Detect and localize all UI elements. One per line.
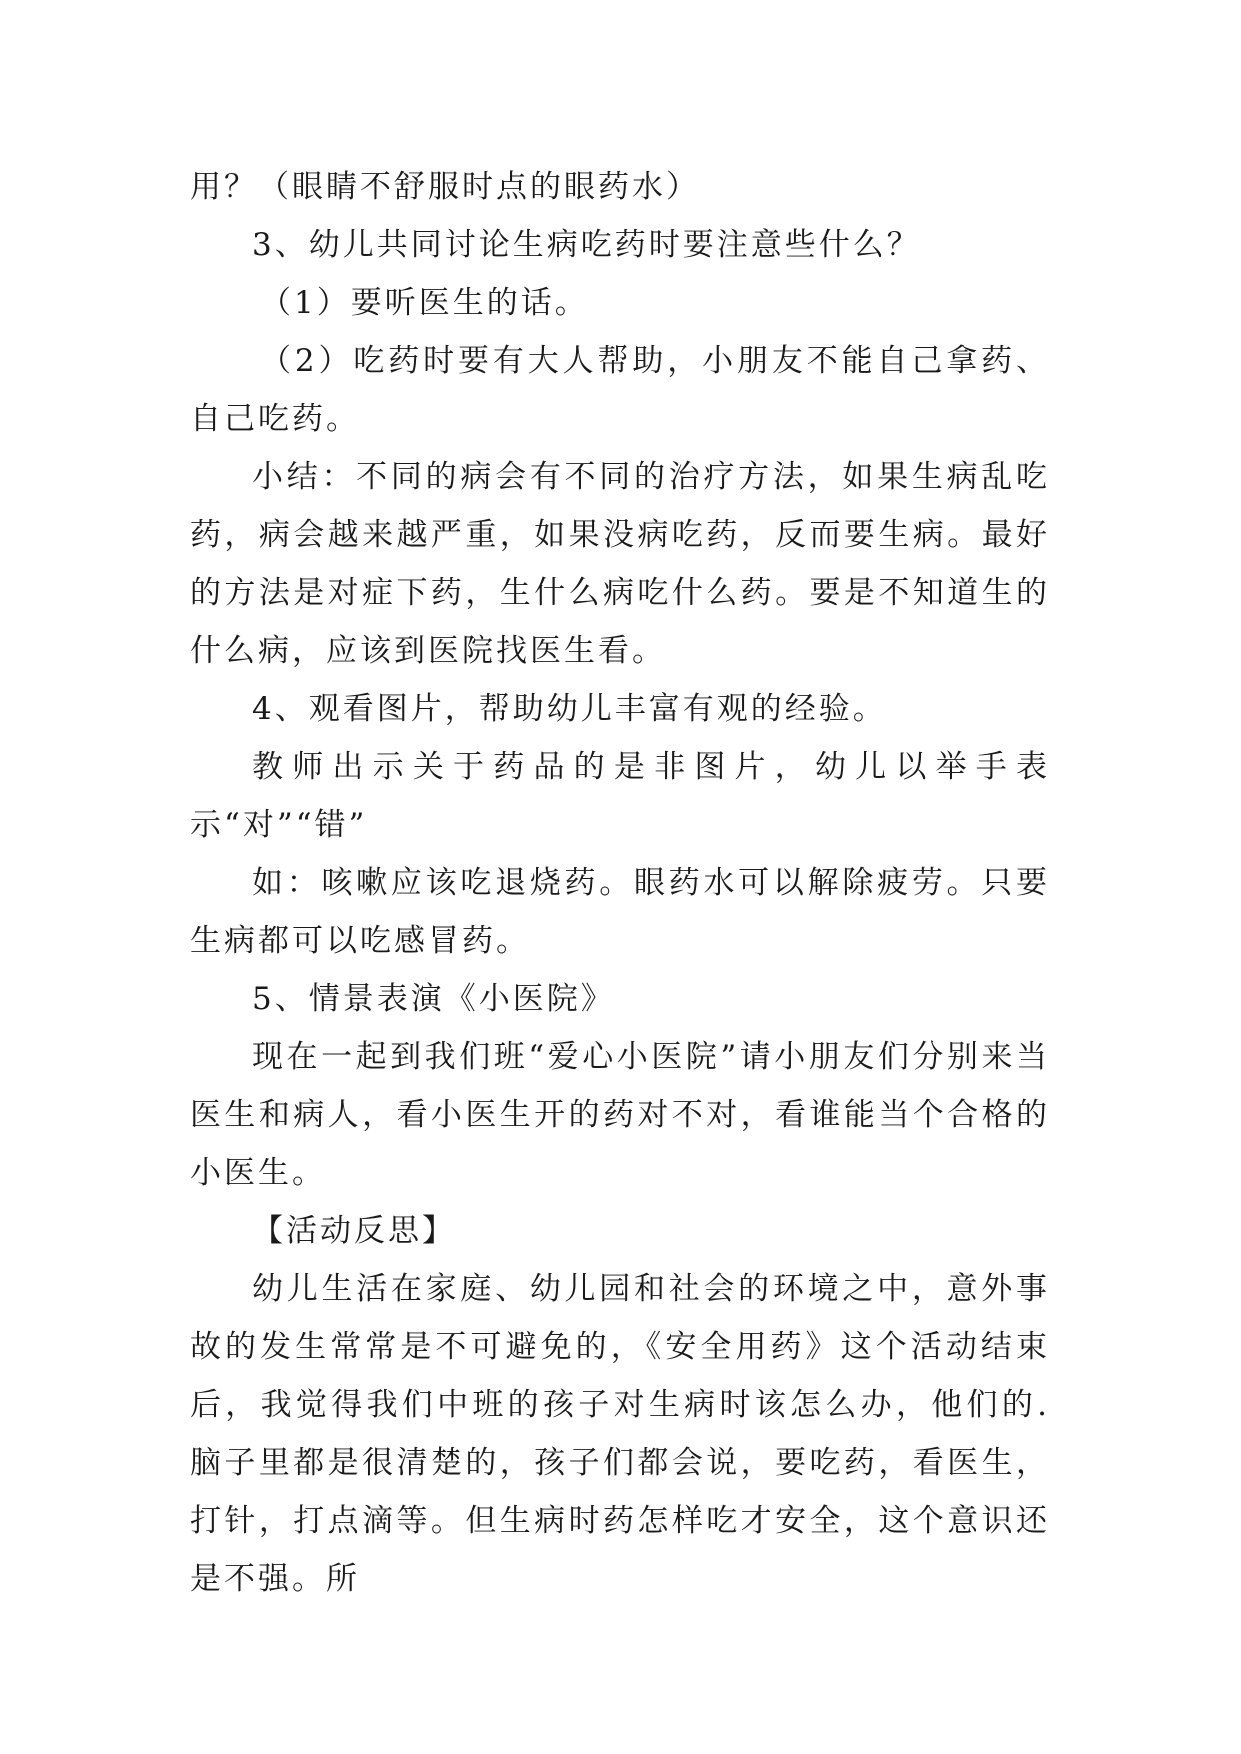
paragraph-step-3: 3、幼儿共同讨论生病吃药时要注意些什么？ xyxy=(252,227,921,263)
section-heading-reflection: 【活动反思】 xyxy=(252,1213,456,1249)
paragraph-continuation: 用？（眼睛不舒服时点的眼药水） xyxy=(190,169,700,205)
paragraph-step-5: 5、情景表演《小医院》 xyxy=(252,981,615,1017)
paragraph-reflection: 幼儿生活在家庭、幼儿园和社会的环境之中，意外事故的发生常常是不可避免的，《安全用药》这个活动结束后，我觉得我们中班的孩子对生病时该怎么办，他们的.脑子里都是很清楚的，孩子们都会说，要吃药，看医生，打针，打点滴等。但生病时药怎样吃才安全，这个意识还是不强。所 xyxy=(190,1271,1050,1597)
document-body xyxy=(190,158,1050,1608)
paragraph-point-1: （1）要听医生的话。 xyxy=(260,285,589,321)
paragraph-step-4: 4、观看图片，帮助幼儿丰富有观的经验。 xyxy=(252,691,887,727)
paragraph-summary: 小结：不同的病会有不同的治疗方法，如果生病乱吃药，病会越来越严重，如果没病吃药，反而要生病。最好的方法是对症下药，生什么病吃什么药。要是不知道生的什么病，应该到医院找医生看。 xyxy=(190,459,1050,669)
paragraph-point-2: （2）吃药时要有大人帮助，小朋友不能自己拿药、自己吃药。 xyxy=(190,343,1050,437)
paragraph-examples: 如：咳嗽应该吃退烧药。眼药水可以解除疲劳。只要生病都可以吃感冒药。 xyxy=(190,865,1050,959)
paragraph-role-play: 现在一起到我们班“爱心小医院”请小朋友们分别来当医生和病人，看小医生开的药对不对，看谁能当个合格的小医生。 xyxy=(190,1039,1050,1191)
paragraph-teacher-shows: 教师出示关于药品的是非图片，幼儿以举手表示“对”“错” xyxy=(190,749,1050,843)
